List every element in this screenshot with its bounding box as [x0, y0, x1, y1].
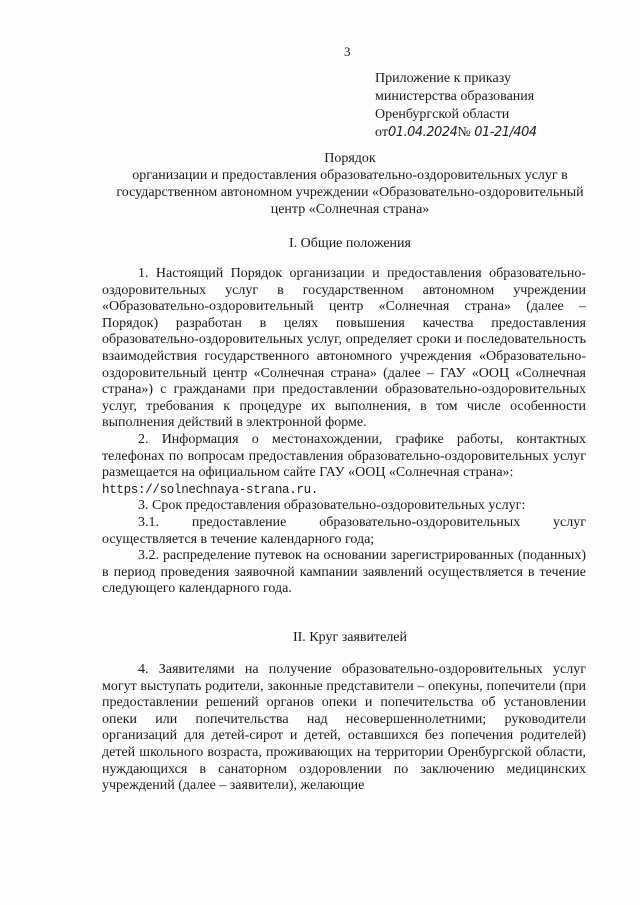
approval-block	[375, 70, 537, 142]
handwritten-number: 01-21/404	[474, 125, 537, 140]
website-url: https://solnechnaya-strana.ru.	[102, 482, 319, 497]
handwritten-date: 01.04.2024	[387, 125, 458, 140]
paragraph-2: 2. Информация о местонахождении, графике работы, контактных телефонах по вопросам предоставления образовательно-оздоровительных услуг размещается на официальном сайте ГАУ «ООЦ «Солнечная страна»:	[102, 431, 586, 481]
approval-line-3: Оренбургской области	[375, 107, 510, 122]
paragraph-3: 3. Срок предоставления образовательно-оздоровительных услуг:	[138, 498, 526, 514]
document-title	[100, 150, 600, 218]
approval-date-line	[375, 124, 537, 142]
paragraph-3-1: 3.1. предоставление образовательно-оздоровительных услуг осуществляется в течение календарного года;	[102, 514, 586, 547]
section-1-heading: I. Общие положения	[289, 236, 411, 251]
number-sign: №	[457, 125, 471, 140]
title-line-2: организации и предоставления образовательно-оздоровительных услуг в	[132, 168, 568, 183]
approval-line-1: Приложение к приказу	[375, 71, 511, 86]
paragraph-3-2: 3.2. распределение путевок на основании зарегистрированных (поданных) в период проведения заявочной кампании заявлений осуществляется в течение следующего календарного года.	[102, 548, 586, 597]
section-2-heading: II. Круг заявителей	[292, 630, 408, 645]
section-2-body	[102, 662, 586, 795]
page-number: 3	[344, 44, 351, 59]
from-prefix: от	[375, 125, 388, 140]
section-1-body	[102, 266, 586, 598]
title-line-1: Порядок	[324, 151, 376, 166]
title-line-4: центр «Солнечная страна»	[270, 202, 430, 217]
paragraph-1: 1. Настоящий Порядок организации и предоставления образовательно-оздоровительных услуг в государственном автономном учреждении «Образовательно-оздоровительный центр «Солнечная страна» (далее – Порядок) разработан в целях повышения качества предоставления образовательно-оздоровительных услуг, определяет сроки и последовательность взаимодействия государственного автономного учреждения «Образовательно-оздоровительный центр «Солнечная страна» (далее – ГАУ «ООЦ «Солнечная страна») с гражданами при предоставлении образовательно-оздоровительных услуг, требования к процедуре их выполнения, в том числе особенности выполнения действий в электронной форме.	[102, 266, 586, 431]
approval-line-2: министерства образования	[375, 89, 535, 104]
title-line-3: государственном автономном учреждении «Образовательно-оздоровительный	[116, 185, 584, 200]
paragraph-4: 4. Заявителями на получение образовательно-оздоровительных услуг могут выступать родители, законные представители – опекуны, попечители (при предоставлении решений органов опеки и попечительства об установлении опеки или попечительства над несовершеннолетними; руководители организаций для детей-сирот и детей, оставшихся без попечения родителей) детей школьного возраста, проживающих на территории Оренбургской области, нуждающихся в санаторном оздоровлении по заключению медицинских учреждений (далее – заявители), желающие	[102, 662, 586, 794]
